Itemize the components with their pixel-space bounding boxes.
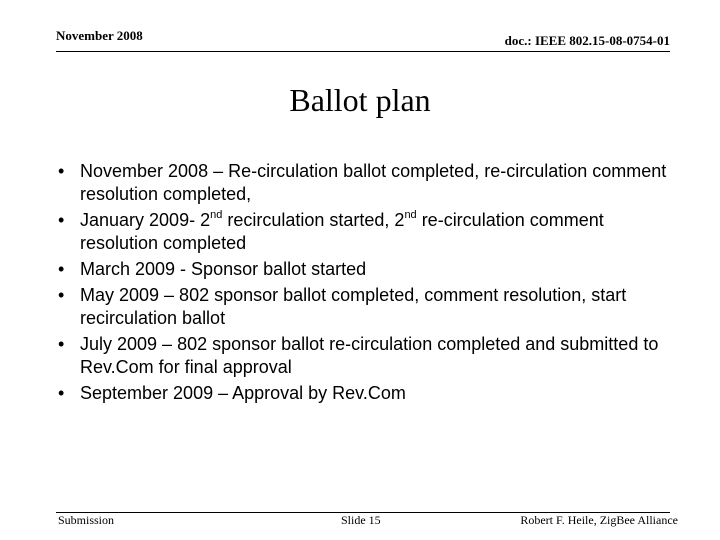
footer-author: Robert F. Heile, ZigBee Alliance xyxy=(520,513,678,527)
bullet-text: March 2009 - Sponsor ballot started xyxy=(80,259,367,279)
slide-title: Ballot plan xyxy=(289,82,431,118)
footer-slide-number: Slide 15 xyxy=(341,513,381,527)
bullet-icon: • xyxy=(58,259,65,279)
bullet-text: November 2008 – Re-circulation ballot completed, re-circulation comment resolution completed, xyxy=(80,161,667,204)
superscript: nd xyxy=(404,209,417,221)
bullet-item xyxy=(56,160,676,206)
bullet-item xyxy=(56,333,676,379)
bullet-item xyxy=(56,382,676,405)
header-date: November 2008 xyxy=(56,28,143,43)
header-doc-id: doc.: IEEE 802.15-08-0754-01 xyxy=(504,33,670,48)
bullet-icon: • xyxy=(58,334,65,354)
header-divider xyxy=(56,51,670,52)
bullet-text-part: recirculation started, 2 xyxy=(222,210,405,230)
bullet-icon: • xyxy=(58,285,65,305)
bullet-list xyxy=(56,160,676,408)
footer-submission: Submission xyxy=(58,513,115,527)
bullet-text: September 2009 – Approval by Rev.Com xyxy=(80,383,406,403)
bullet-icon: • xyxy=(58,383,65,403)
bullet-icon: • xyxy=(58,210,65,230)
bullet-text: May 2009 – 802 sponsor ballot completed, comment resolution, start recirculation ballot xyxy=(80,285,627,328)
bullet-item xyxy=(56,209,676,255)
bullet-text-part: re-circulation comment resolution completed xyxy=(80,210,604,253)
superscript: nd xyxy=(210,209,223,221)
bullet-text-part: January 2009- 2 xyxy=(80,210,211,230)
bullet-text: July 2009 – 802 sponsor ballot re-circulation completed and submitted to Rev.Com for final approval xyxy=(80,334,659,377)
bullet-item xyxy=(56,284,676,330)
bullet-item xyxy=(56,258,676,281)
bullet-icon: • xyxy=(58,161,65,181)
